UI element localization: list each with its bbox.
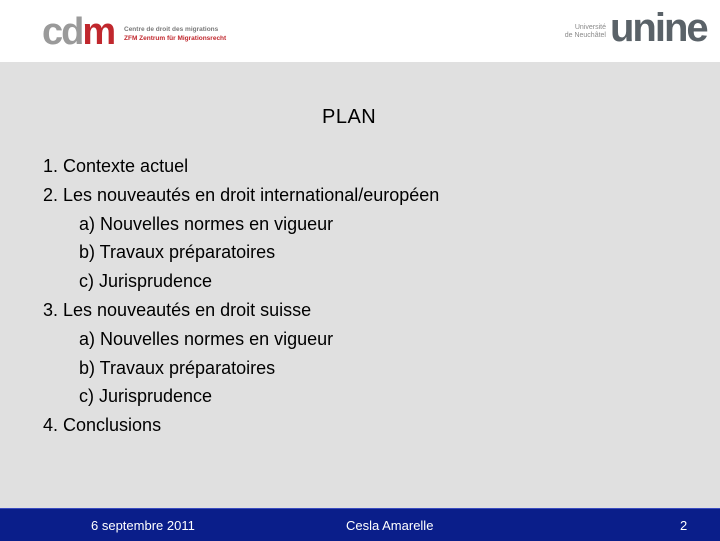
cdm-letter-m: m xyxy=(82,11,115,53)
plan-subitem: a) Nouvelles normes en vigueur xyxy=(79,328,334,349)
plan-subitem: a) Nouvelles normes en vigueur xyxy=(79,213,334,234)
plan-subitem: b) Travaux préparatoires xyxy=(79,242,276,263)
unine-logo-subtitle xyxy=(556,24,606,40)
plan-item: 4. Conclusions xyxy=(43,415,162,436)
footer-date: 6 septembre 2011 xyxy=(91,518,195,533)
cdm-logo-line1: Centre de droit des migrations xyxy=(124,26,219,33)
cdm-logo-text xyxy=(124,25,226,43)
plan-subitem: c) Jurisprudence xyxy=(79,386,213,407)
plan-subitem: c) Jurisprudence xyxy=(79,271,213,292)
plan-list xyxy=(43,152,439,440)
plan-item: 2. Les nouveautés en droit international/européen xyxy=(43,184,440,205)
cdm-letter-d: d xyxy=(61,11,83,53)
unine-logo-line1: Université xyxy=(574,24,606,31)
cdm-letter-c: c xyxy=(42,11,62,53)
cdm-logo-letters xyxy=(42,12,114,52)
plan-subitem: b) Travaux préparatoires xyxy=(79,357,276,378)
footer-page-number: 2 xyxy=(680,518,688,533)
footer-author: Cesla Amarelle xyxy=(346,518,434,533)
plan-item: 3. Les nouveautés en droit suisse xyxy=(43,299,312,320)
slide-title: PLAN xyxy=(322,106,377,128)
unine-logo xyxy=(556,6,707,50)
unine-logo-line2: de Neuchâtel xyxy=(564,32,606,39)
slide-footer xyxy=(0,508,720,541)
slide-body xyxy=(0,62,720,508)
plan-item: 1. Contexte actuel xyxy=(43,156,189,176)
slide-header xyxy=(0,0,720,62)
unine-logo-wordmark: unine xyxy=(610,6,707,50)
cdm-logo xyxy=(42,11,238,53)
cdm-logo-line2: ZFM Zentrum für Migrationsrecht xyxy=(124,35,227,42)
